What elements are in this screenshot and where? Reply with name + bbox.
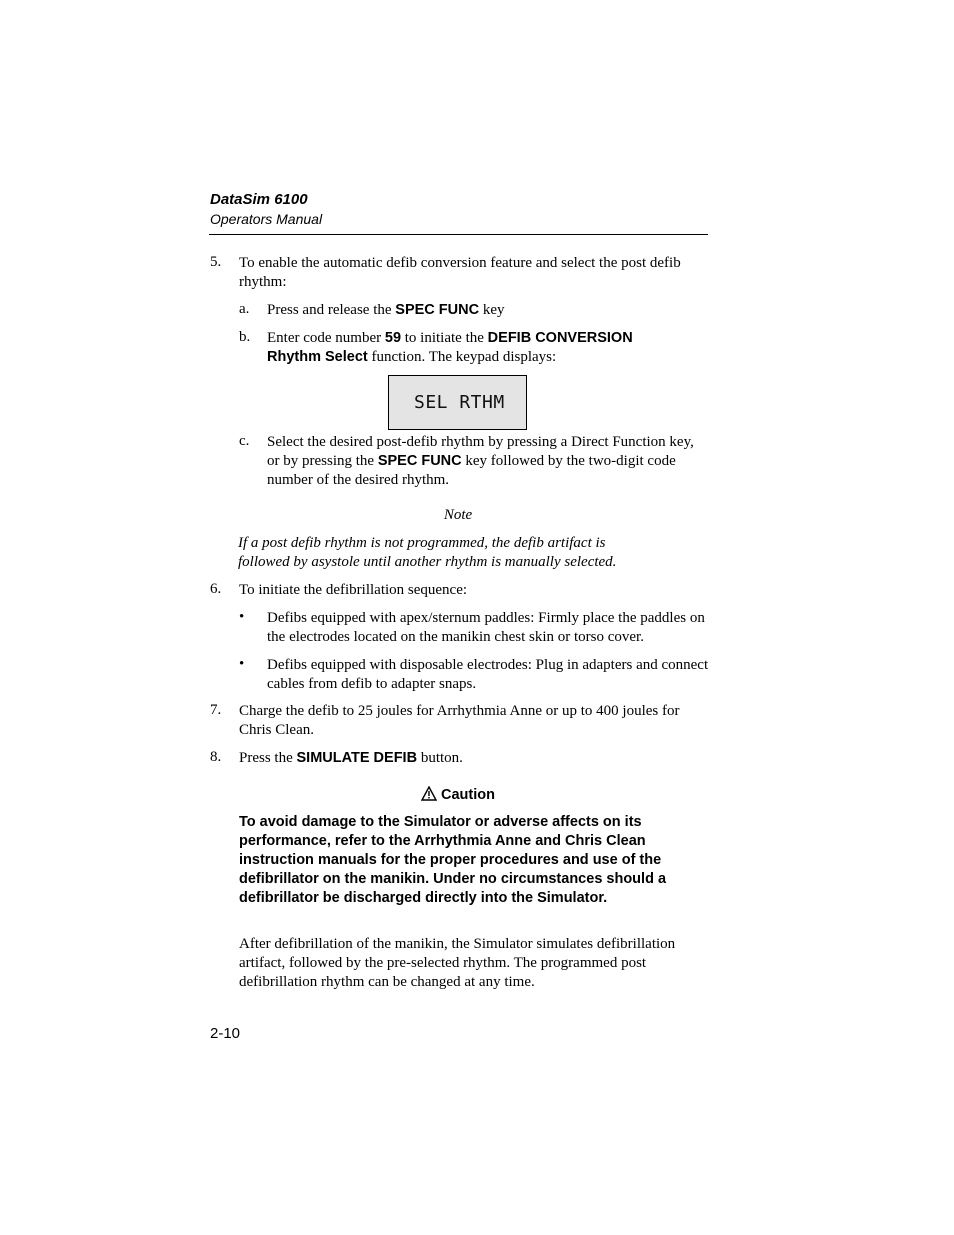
- step-5a-label: a.: [239, 301, 250, 317]
- defib-conversion-function: DEFIB CONVERSION Rhythm Select: [267, 330, 633, 365]
- step-5c-text: [267, 433, 707, 490]
- caution-text: To avoid damage to the Simulator or adverse affects on its performance, refer to the Arrhythmia Anne and Chris Clean instruction manuals for the proper procedures and use of the defibrillator on the manikin. Under no circumstances should a defibrillator be discharged directly into the Simulator.: [239, 814, 667, 906]
- page-number: 2-10: [210, 1025, 241, 1042]
- step-6-text: To initiate the defibrillation sequence:: [239, 582, 468, 598]
- header-divider: [209, 234, 708, 235]
- step-5b-label: b.: [239, 329, 251, 345]
- step-5c-post: key followed by the two-digit code number of the desired rhythm.: [267, 453, 676, 488]
- bullet-item: Defibs equipped with disposable electrodes: Plug in adapters and connect cables from defib to adapter snaps.: [267, 657, 709, 692]
- step-5c-label: c.: [239, 433, 250, 449]
- step-8-number: 8.: [210, 749, 222, 765]
- step-5b-pre: Enter code number: [267, 330, 385, 346]
- note-title: Note: [443, 507, 473, 523]
- step-5-number: 5.: [210, 254, 222, 270]
- manual-subtitle: Operators Manual: [210, 211, 323, 227]
- code-number: 59: [384, 330, 402, 346]
- step-8-post: button.: [417, 750, 463, 766]
- bullet-item: Defibs equipped with apex/sternum paddles: Firmly place the paddles on the electrodes located on the manikin chest skin or torso cover.: [267, 610, 705, 645]
- step-5a-pre: Press and release the: [267, 302, 396, 318]
- after-defib-paragraph: After defibrillation of the manikin, the Simulator simulates defibrillation artifact, followed by the pre-selected rhythm. The programmed post defibrillation rhythm can be changed at any time.: [239, 936, 676, 990]
- step-5b-mid: to initiate the: [401, 330, 488, 346]
- spec-func-key-label-2: SPEC FUNC: [377, 453, 462, 469]
- bullet-icon: •: [239, 656, 245, 672]
- step-7-text: Charge the defib to 25 joules for Arrhythmia Anne or up to 400 joules for Chris Clean.: [239, 703, 680, 738]
- spec-func-key-label: SPEC FUNC: [395, 302, 480, 318]
- step-8-text: [239, 749, 709, 768]
- simulate-defib-button-label: SIMULATE DEFIB: [296, 750, 418, 766]
- warning-triangle-icon: [421, 786, 437, 801]
- caution-heading: [238, 786, 678, 803]
- step-5c-pre: Select the desired post-defib rhythm by pressing a Direct Function key, or by pressing the: [267, 434, 694, 469]
- bullet-icon: •: [239, 609, 245, 625]
- step-5a-text: [267, 301, 707, 320]
- keypad-display: SEL RTHM: [388, 375, 527, 430]
- step-8-pre: Press the: [239, 750, 297, 766]
- step-7-number: 7.: [210, 702, 222, 718]
- step-5-text: To enable the automatic defib conversion feature and select the post defib rhythm:: [239, 255, 681, 290]
- step-5a-post: key: [479, 302, 505, 318]
- manual-title: DataSim 6100: [210, 191, 308, 208]
- note-text: If a post defib rhythm is not programmed, the defib artifact is followed by asystole until another rhythm is manually selected.: [238, 535, 617, 570]
- caution-title: Caution: [441, 787, 495, 803]
- step-6-number: 6.: [210, 581, 222, 597]
- step-5b-text: [267, 329, 677, 367]
- step-5b-post: function. The keypad displays:: [367, 349, 557, 365]
